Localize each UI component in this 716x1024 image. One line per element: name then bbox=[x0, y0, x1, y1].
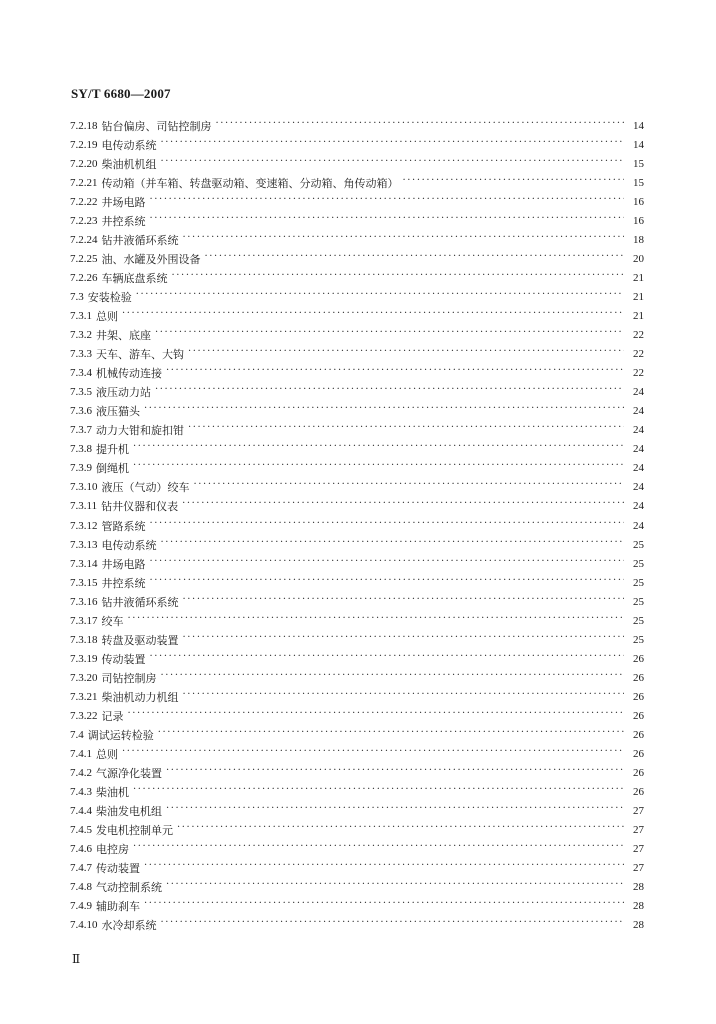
toc-entry-title: 气动控制系统 bbox=[96, 881, 162, 895]
dot-leader bbox=[166, 766, 624, 780]
dot-leader bbox=[144, 404, 624, 418]
toc-entry-title: 气源净化装置 bbox=[96, 767, 162, 781]
toc-entry-number: 7.3.22 bbox=[70, 709, 98, 722]
toc-entry-number: 7.3.21 bbox=[70, 690, 98, 703]
dot-leader bbox=[150, 519, 625, 533]
toc-entry-number: 7.2.25 bbox=[70, 252, 98, 265]
toc-entry-number: 7.4.9 bbox=[70, 900, 92, 913]
toc-entry-number: 7.3.7 bbox=[70, 424, 92, 437]
toc-entry[interactable] bbox=[70, 802, 644, 821]
toc-entry-page: 28 bbox=[633, 881, 644, 894]
dot-leader bbox=[166, 804, 624, 818]
dot-leader bbox=[133, 461, 624, 475]
toc-entry-page: 24 bbox=[633, 481, 644, 494]
toc-entry[interactable] bbox=[70, 192, 644, 211]
dot-leader bbox=[166, 366, 624, 380]
dot-leader bbox=[177, 823, 624, 837]
toc-entry[interactable] bbox=[70, 497, 644, 516]
toc-entry-title: 总则 bbox=[96, 748, 118, 762]
toc-entry-page: 24 bbox=[633, 519, 644, 532]
toc-entry[interactable] bbox=[70, 783, 644, 802]
toc-entry-number: 7.3.20 bbox=[70, 671, 98, 684]
toc-entry[interactable] bbox=[70, 135, 644, 154]
dot-leader bbox=[161, 918, 625, 932]
toc-entry-number: 7.2.19 bbox=[70, 138, 98, 151]
toc-entry-page: 22 bbox=[633, 348, 644, 361]
toc-entry-title: 车辆底盘系统 bbox=[101, 271, 168, 285]
toc-entry-number: 7.3 bbox=[70, 290, 84, 303]
toc-entry-title: 倒绳机 bbox=[96, 462, 129, 476]
dot-leader bbox=[133, 842, 624, 856]
toc-entry-title: 管路系统 bbox=[101, 519, 146, 533]
dot-leader bbox=[150, 652, 625, 666]
toc-entry-page: 25 bbox=[633, 538, 644, 551]
toc-entry[interactable] bbox=[70, 268, 644, 287]
page-number: Ⅱ bbox=[72, 952, 81, 966]
dot-leader bbox=[194, 480, 625, 494]
dot-leader bbox=[133, 785, 624, 799]
toc-entry-number: 7.3.17 bbox=[70, 614, 98, 627]
toc-entry-title: 传动箱（并车箱、转盘驱动箱、变速箱、分动箱、角传动箱） bbox=[101, 176, 399, 190]
toc-entry-number: 7.4 bbox=[70, 729, 84, 742]
toc-entry-page: 14 bbox=[633, 138, 644, 151]
toc-entry-title: 机械传动连接 bbox=[96, 367, 162, 381]
toc-entry-title: 井控系统 bbox=[101, 214, 146, 228]
toc-entry-title: 液压（气动）绞车 bbox=[101, 481, 190, 495]
toc-entry[interactable] bbox=[70, 402, 644, 421]
toc-entry-page: 21 bbox=[633, 290, 644, 303]
dot-leader bbox=[122, 309, 624, 323]
toc-entry-title: 柴油发电机组 bbox=[96, 805, 162, 819]
toc-entry-number: 7.3.15 bbox=[70, 576, 98, 589]
toc-entry-page: 15 bbox=[633, 157, 644, 170]
toc-entry[interactable] bbox=[70, 630, 644, 649]
toc-entry[interactable] bbox=[70, 764, 644, 783]
toc-entry-title: 司钻控制房 bbox=[101, 671, 157, 685]
toc-entry-page: 26 bbox=[633, 652, 644, 665]
toc-entry-title: 钻井仪器和仪表 bbox=[101, 500, 179, 514]
toc-entry[interactable] bbox=[70, 459, 644, 478]
toc-entry-page: 18 bbox=[633, 233, 644, 246]
dot-leader bbox=[183, 633, 625, 647]
toc-entry-number: 7.3.1 bbox=[70, 309, 92, 322]
toc-entry[interactable] bbox=[70, 516, 644, 535]
toc-entry-title: 提升机 bbox=[96, 443, 129, 457]
dot-leader bbox=[150, 195, 625, 209]
toc-entry-number: 7.2.18 bbox=[70, 119, 98, 132]
toc-entry-number: 7.3.2 bbox=[70, 329, 92, 342]
toc-entry-number: 7.3.5 bbox=[70, 386, 92, 399]
toc-entry[interactable] bbox=[70, 611, 644, 630]
dot-leader bbox=[161, 671, 625, 685]
toc-entry-number: 7.4.3 bbox=[70, 786, 92, 799]
toc-entry-title: 调试运转检验 bbox=[87, 729, 154, 743]
toc-entry-number: 7.3.19 bbox=[70, 652, 98, 665]
dot-leader bbox=[155, 328, 624, 342]
dot-leader bbox=[205, 252, 625, 266]
toc-entry-page: 20 bbox=[633, 252, 644, 265]
toc-entry-number: 7.3.6 bbox=[70, 405, 92, 418]
toc-entry[interactable] bbox=[70, 421, 644, 440]
toc-entry-title: 辅助刹车 bbox=[96, 900, 140, 914]
toc-entry[interactable] bbox=[70, 154, 644, 173]
toc-entry-number: 7.3.4 bbox=[70, 367, 92, 380]
toc-entry-page: 26 bbox=[633, 690, 644, 703]
toc-entry-page: 16 bbox=[633, 214, 644, 227]
toc-entry-title: 井场电路 bbox=[101, 195, 146, 209]
toc-entry-number: 7.3.9 bbox=[70, 462, 92, 475]
toc-entry-page: 26 bbox=[633, 767, 644, 780]
toc-entry-number: 7.2.26 bbox=[70, 271, 98, 284]
toc-entry-page: 24 bbox=[633, 462, 644, 475]
dot-leader bbox=[150, 214, 625, 228]
dot-leader bbox=[155, 385, 624, 399]
toc-entry[interactable] bbox=[70, 535, 644, 554]
toc-entry-page: 27 bbox=[633, 862, 644, 875]
toc-entry-page: 28 bbox=[633, 919, 644, 932]
dot-leader bbox=[144, 899, 624, 913]
toc-entry-page: 15 bbox=[633, 176, 644, 189]
toc-entry-page: 26 bbox=[633, 748, 644, 761]
toc-entry-title: 柴油机 bbox=[96, 786, 129, 800]
toc-entry-number: 7.3.8 bbox=[70, 443, 92, 456]
toc-entry-page: 26 bbox=[633, 709, 644, 722]
toc-entry-page: 26 bbox=[633, 786, 644, 799]
toc-entry-number: 7.2.20 bbox=[70, 157, 98, 170]
toc-entry-page: 24 bbox=[633, 443, 644, 456]
dot-leader bbox=[183, 233, 625, 247]
toc-entry-title: 水冷却系统 bbox=[101, 919, 157, 933]
toc-entry[interactable] bbox=[70, 326, 644, 345]
dot-leader bbox=[128, 614, 625, 628]
dot-leader bbox=[136, 290, 624, 304]
toc-entry[interactable] bbox=[70, 364, 644, 383]
dot-leader bbox=[166, 880, 624, 894]
toc-entry-page: 25 bbox=[633, 614, 644, 627]
toc-entry[interactable] bbox=[70, 440, 644, 459]
toc-entry-title: 动力大钳和旋扣钳 bbox=[96, 424, 184, 438]
toc-entry[interactable] bbox=[70, 916, 644, 935]
toc-entry[interactable] bbox=[70, 383, 644, 402]
toc-entry[interactable] bbox=[70, 249, 644, 268]
toc-entry-page: 16 bbox=[633, 195, 644, 208]
toc-entry[interactable] bbox=[70, 573, 644, 592]
dot-leader bbox=[150, 557, 625, 571]
dot-leader bbox=[161, 138, 625, 152]
toc-entry-page: 24 bbox=[633, 424, 644, 437]
toc-entry-page: 21 bbox=[633, 309, 644, 322]
toc-entry[interactable] bbox=[70, 554, 644, 573]
toc-entry-title: 传动装置 bbox=[96, 862, 140, 876]
toc-entry[interactable] bbox=[70, 230, 644, 249]
toc-entry[interactable] bbox=[70, 821, 644, 840]
toc-entry-title: 发电机控制单元 bbox=[96, 824, 173, 838]
toc-entry-number: 7.2.23 bbox=[70, 214, 98, 227]
toc-entry[interactable] bbox=[70, 649, 644, 668]
toc-entry-number: 7.2.21 bbox=[70, 176, 98, 189]
toc-entry-number: 7.3.10 bbox=[70, 481, 98, 494]
toc-entry-number: 7.4.1 bbox=[70, 748, 92, 761]
toc-entry[interactable] bbox=[70, 478, 644, 497]
toc-entry-title: 井控系统 bbox=[101, 576, 146, 590]
toc-entry-number: 7.4.4 bbox=[70, 805, 92, 818]
dot-leader bbox=[122, 747, 624, 761]
table-of-contents bbox=[70, 116, 644, 935]
dot-leader bbox=[161, 538, 625, 552]
toc-entry-page: 25 bbox=[633, 595, 644, 608]
toc-entry[interactable] bbox=[70, 668, 644, 687]
toc-entry-page: 27 bbox=[633, 805, 644, 818]
dot-leader bbox=[183, 690, 625, 704]
dot-leader bbox=[216, 119, 625, 133]
toc-entry-number: 7.3.14 bbox=[70, 557, 98, 570]
toc-entry-page: 28 bbox=[633, 900, 644, 913]
dot-leader bbox=[133, 442, 624, 456]
toc-entry[interactable] bbox=[70, 306, 644, 325]
dot-leader bbox=[161, 157, 625, 171]
toc-entry-number: 7.3.12 bbox=[70, 519, 98, 532]
toc-entry-page: 14 bbox=[633, 119, 644, 132]
toc-entry-title: 钻井液循环系统 bbox=[101, 233, 179, 247]
dot-leader bbox=[144, 861, 624, 875]
dot-leader bbox=[172, 271, 625, 285]
dot-leader bbox=[158, 728, 624, 742]
toc-entry-title: 转盘及驱动装置 bbox=[101, 633, 179, 647]
toc-entry[interactable] bbox=[70, 211, 644, 230]
toc-entry-number: 7.2.24 bbox=[70, 233, 98, 246]
toc-entry-number: 7.3.16 bbox=[70, 595, 98, 608]
dot-leader bbox=[403, 176, 625, 190]
toc-entry-title: 天车、游车、大钩 bbox=[96, 348, 184, 362]
toc-entry-title: 液压猫头 bbox=[96, 405, 140, 419]
toc-entry-page: 27 bbox=[633, 824, 644, 837]
toc-entry[interactable] bbox=[70, 345, 644, 364]
toc-entry[interactable] bbox=[70, 687, 644, 706]
toc-entry[interactable] bbox=[70, 706, 644, 725]
toc-entry[interactable] bbox=[70, 859, 644, 878]
dot-leader bbox=[150, 576, 625, 590]
toc-entry-page: 25 bbox=[633, 576, 644, 589]
toc-entry[interactable] bbox=[70, 726, 644, 745]
toc-entry-title: 液压动力站 bbox=[96, 386, 151, 400]
toc-entry-number: 7.3.3 bbox=[70, 348, 92, 361]
toc-entry-page: 24 bbox=[633, 386, 644, 399]
toc-entry-page: 26 bbox=[633, 671, 644, 684]
toc-entry[interactable] bbox=[70, 897, 644, 916]
toc-entry-number: 7.4.2 bbox=[70, 767, 92, 780]
toc-entry-page: 22 bbox=[633, 367, 644, 380]
toc-entry-title: 钻台偏房、司钻控制房 bbox=[101, 119, 212, 133]
toc-entry-page: 26 bbox=[633, 729, 644, 742]
toc-entry-title: 井场电路 bbox=[101, 557, 146, 571]
toc-entry[interactable] bbox=[70, 287, 644, 306]
toc-entry-number: 7.4.5 bbox=[70, 824, 92, 837]
toc-entry-title: 柴油机机组 bbox=[101, 157, 157, 171]
dot-leader bbox=[183, 595, 625, 609]
toc-entry-page: 24 bbox=[633, 405, 644, 418]
dot-leader bbox=[182, 499, 624, 513]
dot-leader bbox=[188, 423, 624, 437]
toc-entry-number: 7.3.18 bbox=[70, 633, 98, 646]
toc-entry-number: 7.4.10 bbox=[70, 919, 98, 932]
toc-entry-page: 21 bbox=[633, 271, 644, 284]
toc-entry[interactable] bbox=[70, 840, 644, 859]
toc-entry-page: 27 bbox=[633, 843, 644, 856]
dot-leader bbox=[188, 347, 624, 361]
toc-entry[interactable] bbox=[70, 116, 644, 135]
toc-entry-page: 25 bbox=[633, 557, 644, 570]
toc-entry-title: 井架、底座 bbox=[96, 329, 151, 343]
toc-entry-title: 记录 bbox=[101, 709, 124, 723]
toc-entry-page: 22 bbox=[633, 329, 644, 342]
toc-entry-title: 电传动系统 bbox=[101, 538, 157, 552]
toc-entry-title: 油、水罐及外围设备 bbox=[101, 252, 201, 266]
toc-entry-title: 安装检验 bbox=[87, 290, 132, 304]
document-code: SY/T 6680—2007 bbox=[71, 86, 171, 101]
toc-entry-title: 总则 bbox=[96, 309, 118, 323]
toc-entry-page: 25 bbox=[633, 633, 644, 646]
toc-entry-title: 柴油机动力机组 bbox=[101, 690, 179, 704]
toc-entry-page: 24 bbox=[633, 500, 644, 513]
toc-entry-number: 7.4.6 bbox=[70, 843, 92, 856]
toc-entry[interactable] bbox=[70, 173, 644, 192]
toc-entry[interactable] bbox=[70, 592, 644, 611]
toc-entry-title: 绞车 bbox=[101, 614, 124, 628]
toc-entry[interactable] bbox=[70, 745, 644, 764]
toc-entry-number: 7.4.8 bbox=[70, 881, 92, 894]
toc-entry-title: 电传动系统 bbox=[101, 138, 157, 152]
toc-entry[interactable] bbox=[70, 878, 644, 897]
toc-entry-title: 电控房 bbox=[96, 843, 129, 857]
toc-entry-title: 传动装置 bbox=[101, 652, 146, 666]
toc-entry-title: 钻井液循环系统 bbox=[101, 595, 179, 609]
toc-entry-number: 7.3.13 bbox=[70, 538, 98, 551]
toc-entry-number: 7.2.22 bbox=[70, 195, 98, 208]
dot-leader bbox=[128, 709, 625, 723]
toc-entry-number: 7.3.11 bbox=[70, 500, 98, 513]
toc-entry-number: 7.4.7 bbox=[70, 862, 92, 875]
